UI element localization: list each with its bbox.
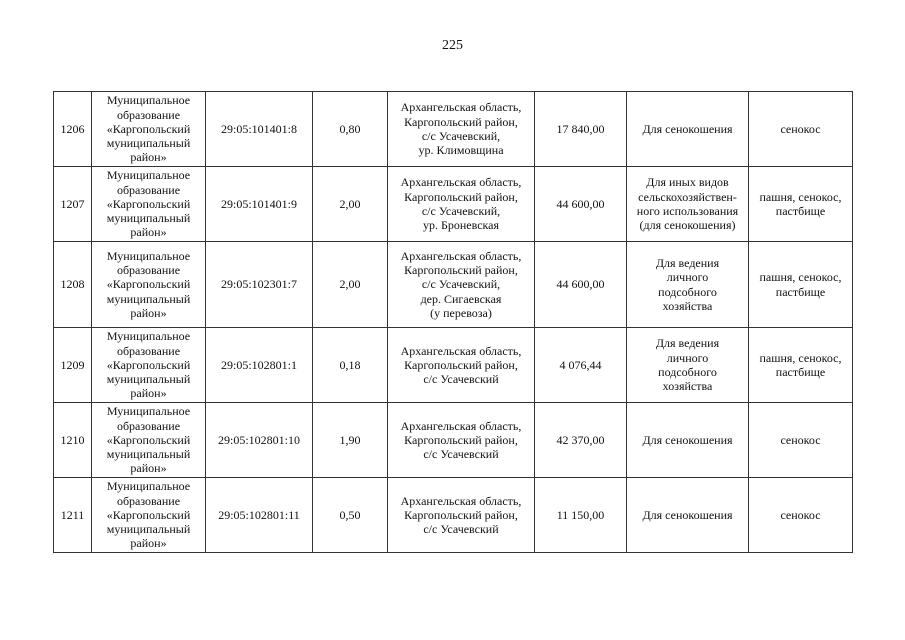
area-cell: 1,90 [313, 403, 388, 478]
row-number-cell: 1209 [54, 328, 92, 403]
cadastral-number-cell: 29:05:101401:9 [206, 167, 313, 242]
land-registry-table [53, 91, 853, 553]
owner-cell: Муниципальное образование «Каргопольский муниципальный район» [92, 167, 206, 242]
row-number-cell: 1210 [54, 403, 92, 478]
owner-cell: Муниципальное образование «Каргопольский муниципальный район» [92, 478, 206, 553]
table-row [54, 403, 853, 478]
cadastral-value-cell: 4 076,44 [535, 328, 627, 403]
location-cell: Архангельская область, Каргопольский район, с/с Усачевский [388, 403, 535, 478]
land-usage-cell: сенокос [749, 478, 853, 553]
cadastral-number-cell: 29:05:102301:7 [206, 242, 313, 328]
location-cell: Архангельская область, Каргопольский район, с/с Усачевский [388, 478, 535, 553]
land-usage-cell: пашня, сенокос, пастбище [749, 328, 853, 403]
owner-cell: Муниципальное образование «Каргопольский муниципальный район» [92, 92, 206, 167]
location-cell: Архангельская область, Каргопольский район, с/с Усачевский, дер. Сигаевская (у перевоза) [388, 242, 535, 328]
cadastral-value-cell: 11 150,00 [535, 478, 627, 553]
area-cell: 0,80 [313, 92, 388, 167]
permitted-use-cell: Для ведения личного подсобного хозяйства [627, 242, 749, 328]
row-number-cell: 1211 [54, 478, 92, 553]
row-number-cell: 1208 [54, 242, 92, 328]
permitted-use-cell: Для сенокошения [627, 92, 749, 167]
cadastral-number-cell: 29:05:102801:11 [206, 478, 313, 553]
table-row [54, 92, 853, 167]
location-cell: Архангельская область, Каргопольский район, с/с Усачевский, ур. Броневская [388, 167, 535, 242]
location-cell: Архангельская область, Каргопольский район, с/с Усачевский [388, 328, 535, 403]
owner-cell: Муниципальное образование «Каргопольский муниципальный район» [92, 242, 206, 328]
table-row [54, 242, 853, 328]
owner-cell: Муниципальное образование «Каргопольский муниципальный район» [92, 328, 206, 403]
cadastral-value-cell: 44 600,00 [535, 242, 627, 328]
location-cell: Архангельская область, Каргопольский район, с/с Усачевский, ур. Климовщина [388, 92, 535, 167]
cadastral-number-cell: 29:05:102801:10 [206, 403, 313, 478]
land-usage-cell: сенокос [749, 92, 853, 167]
table-row [54, 328, 853, 403]
land-usage-cell: пашня, сенокос, пастбище [749, 242, 853, 328]
cadastral-value-cell: 42 370,00 [535, 403, 627, 478]
cadastral-value-cell: 17 840,00 [535, 92, 627, 167]
area-cell: 0,50 [313, 478, 388, 553]
land-usage-cell: сенокос [749, 403, 853, 478]
table-row [54, 167, 853, 242]
permitted-use-cell: Для сенокошения [627, 403, 749, 478]
cadastral-number-cell: 29:05:102801:1 [206, 328, 313, 403]
land-usage-cell: пашня, сенокос, пастбище [749, 167, 853, 242]
cadastral-value-cell: 44 600,00 [535, 167, 627, 242]
area-cell: 2,00 [313, 242, 388, 328]
permitted-use-cell: Для иных видов сельскохозяйствен- ного использования (для сенокошения) [627, 167, 749, 242]
row-number-cell: 1206 [54, 92, 92, 167]
owner-cell: Муниципальное образование «Каргопольский муниципальный район» [92, 403, 206, 478]
cadastral-number-cell: 29:05:101401:8 [206, 92, 313, 167]
page-number: 225 [442, 38, 463, 53]
permitted-use-cell: Для ведения личного подсобного хозяйства [627, 328, 749, 403]
area-cell: 0,18 [313, 328, 388, 403]
area-cell: 2,00 [313, 167, 388, 242]
table-row [54, 478, 853, 553]
row-number-cell: 1207 [54, 167, 92, 242]
permitted-use-cell: Для сенокошения [627, 478, 749, 553]
